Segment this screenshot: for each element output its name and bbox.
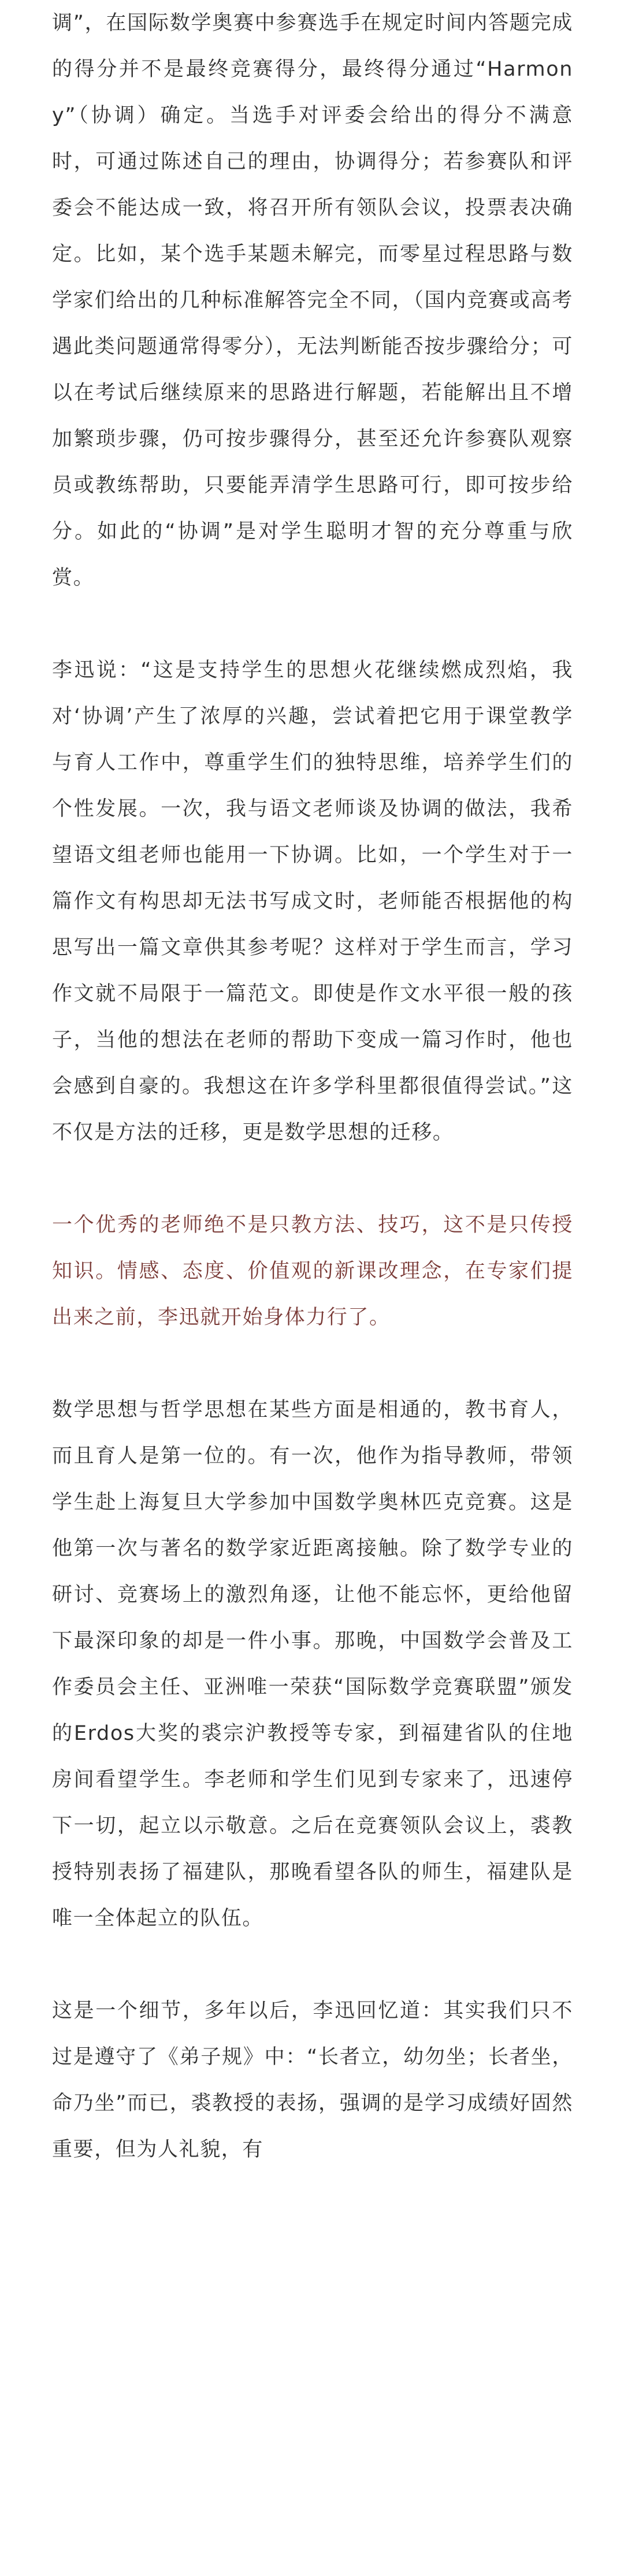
article-paragraph-competition-story: 数学思想与哲学思想在某些方面是相通的，教书育人，而且育人是第一位的。有一次，他作为指导教师，带领学生赴上海复旦大学参加中国数学奥林匹克竞赛。这是他第一次与著名的数学家近距离接触。除了数学专业的研讨、竞赛场上的激烈角逐，让他不能忘怀，更给他留下最深印象的却是一件小事。那晚，中国数学会普及工作委员会主任、亚洲唯一荣获“国际数学竞赛联盟”颁发的Erdos大奖的裘宗沪教授等专家，到福建省队的住地房间看望学生。李老师和学生们见到专家来了，迅速停下一切，起立以示敬意。之后在竞赛领队会议上，裘教授特别表扬了福建队，那晚看望各队的师生，福建队是唯一全体起立的队伍。 (52, 1398, 573, 1930)
paragraph-spacer (52, 601, 573, 647)
paragraph-spacer (52, 1942, 573, 1988)
article-paragraph-harmony-scoring: 调”，在国际数学奥赛中参赛选手在规定时间内答题完成的得分并不是最终竞赛得分，最终得分通过“Harmony”（协调）确定。当选手对评委会给出的得分不满意时，可通过陈述自己的理由，协调得分；若参赛队和评委会不能达成一致，将召开所有领队会议，投票表决确定。比如，某个选手某题未解完，而零星过程思路与数学家们给出的几种标准解答完全不同，（国内竞赛或高考遇此类问题通常得零分），无法判断能否按步骤给分；可以在考试后继续原来的思路进行解题，若能解出且不增加繁琐步骤，仍可按步骤得分，甚至还允许参赛队观察员或教练帮助，只要能弄清学生思路可行，即可按步给分。如此的“协调”是对学生聪明才智的充分尊重与欣赏。 (52, 12, 573, 589)
paragraph-spacer (52, 1156, 573, 1202)
highlighted-paragraph: 一个优秀的老师绝不是只教方法、技巧，这不是只传授知识。情感、态度、价值观的新课改理念，在专家们提出来之前，李迅就开始身体力行了。 (52, 1213, 573, 1329)
article-paragraph-li-xun-quote: 李迅说：“这是支持学生的思想火花继续燃成烈焰，我对‘协调’产生了浓厚的兴趣，尝试着把它用于课堂教学与育人工作中，尊重学生们的独特思维，培养学生们的个性发展。一次，我与语文老师谈及协调的做法，我希望语文组老师也能用一下协调。比如，一个学生对于一篇作文有构思却无法书写成文时，老师能否根据他的构思写出一篇文章供其参考呢？这样对于学生而言，学习作文就不局限于一篇范文。即使是作文水平很一般的孩子，当他的想法在老师的帮助下变成一篇习作时，他也会感到自豪的。我想这在许多学科里都很值得尝试。”这不仅是方法的迁移，更是数学思想的迁移。 (52, 659, 573, 1144)
article-paragraph-recollection: 这是一个细节，多年以后，李迅回忆道：其实我们只不过是遵守了《弟子规》中：“长者立，幼勿坐；长者坐，命乃坐”而已，裘教授的表扬，强调的是学习成绩好固然重要，但为人礼貌，有 (52, 1999, 573, 2161)
paragraph-spacer (52, 1341, 573, 1387)
